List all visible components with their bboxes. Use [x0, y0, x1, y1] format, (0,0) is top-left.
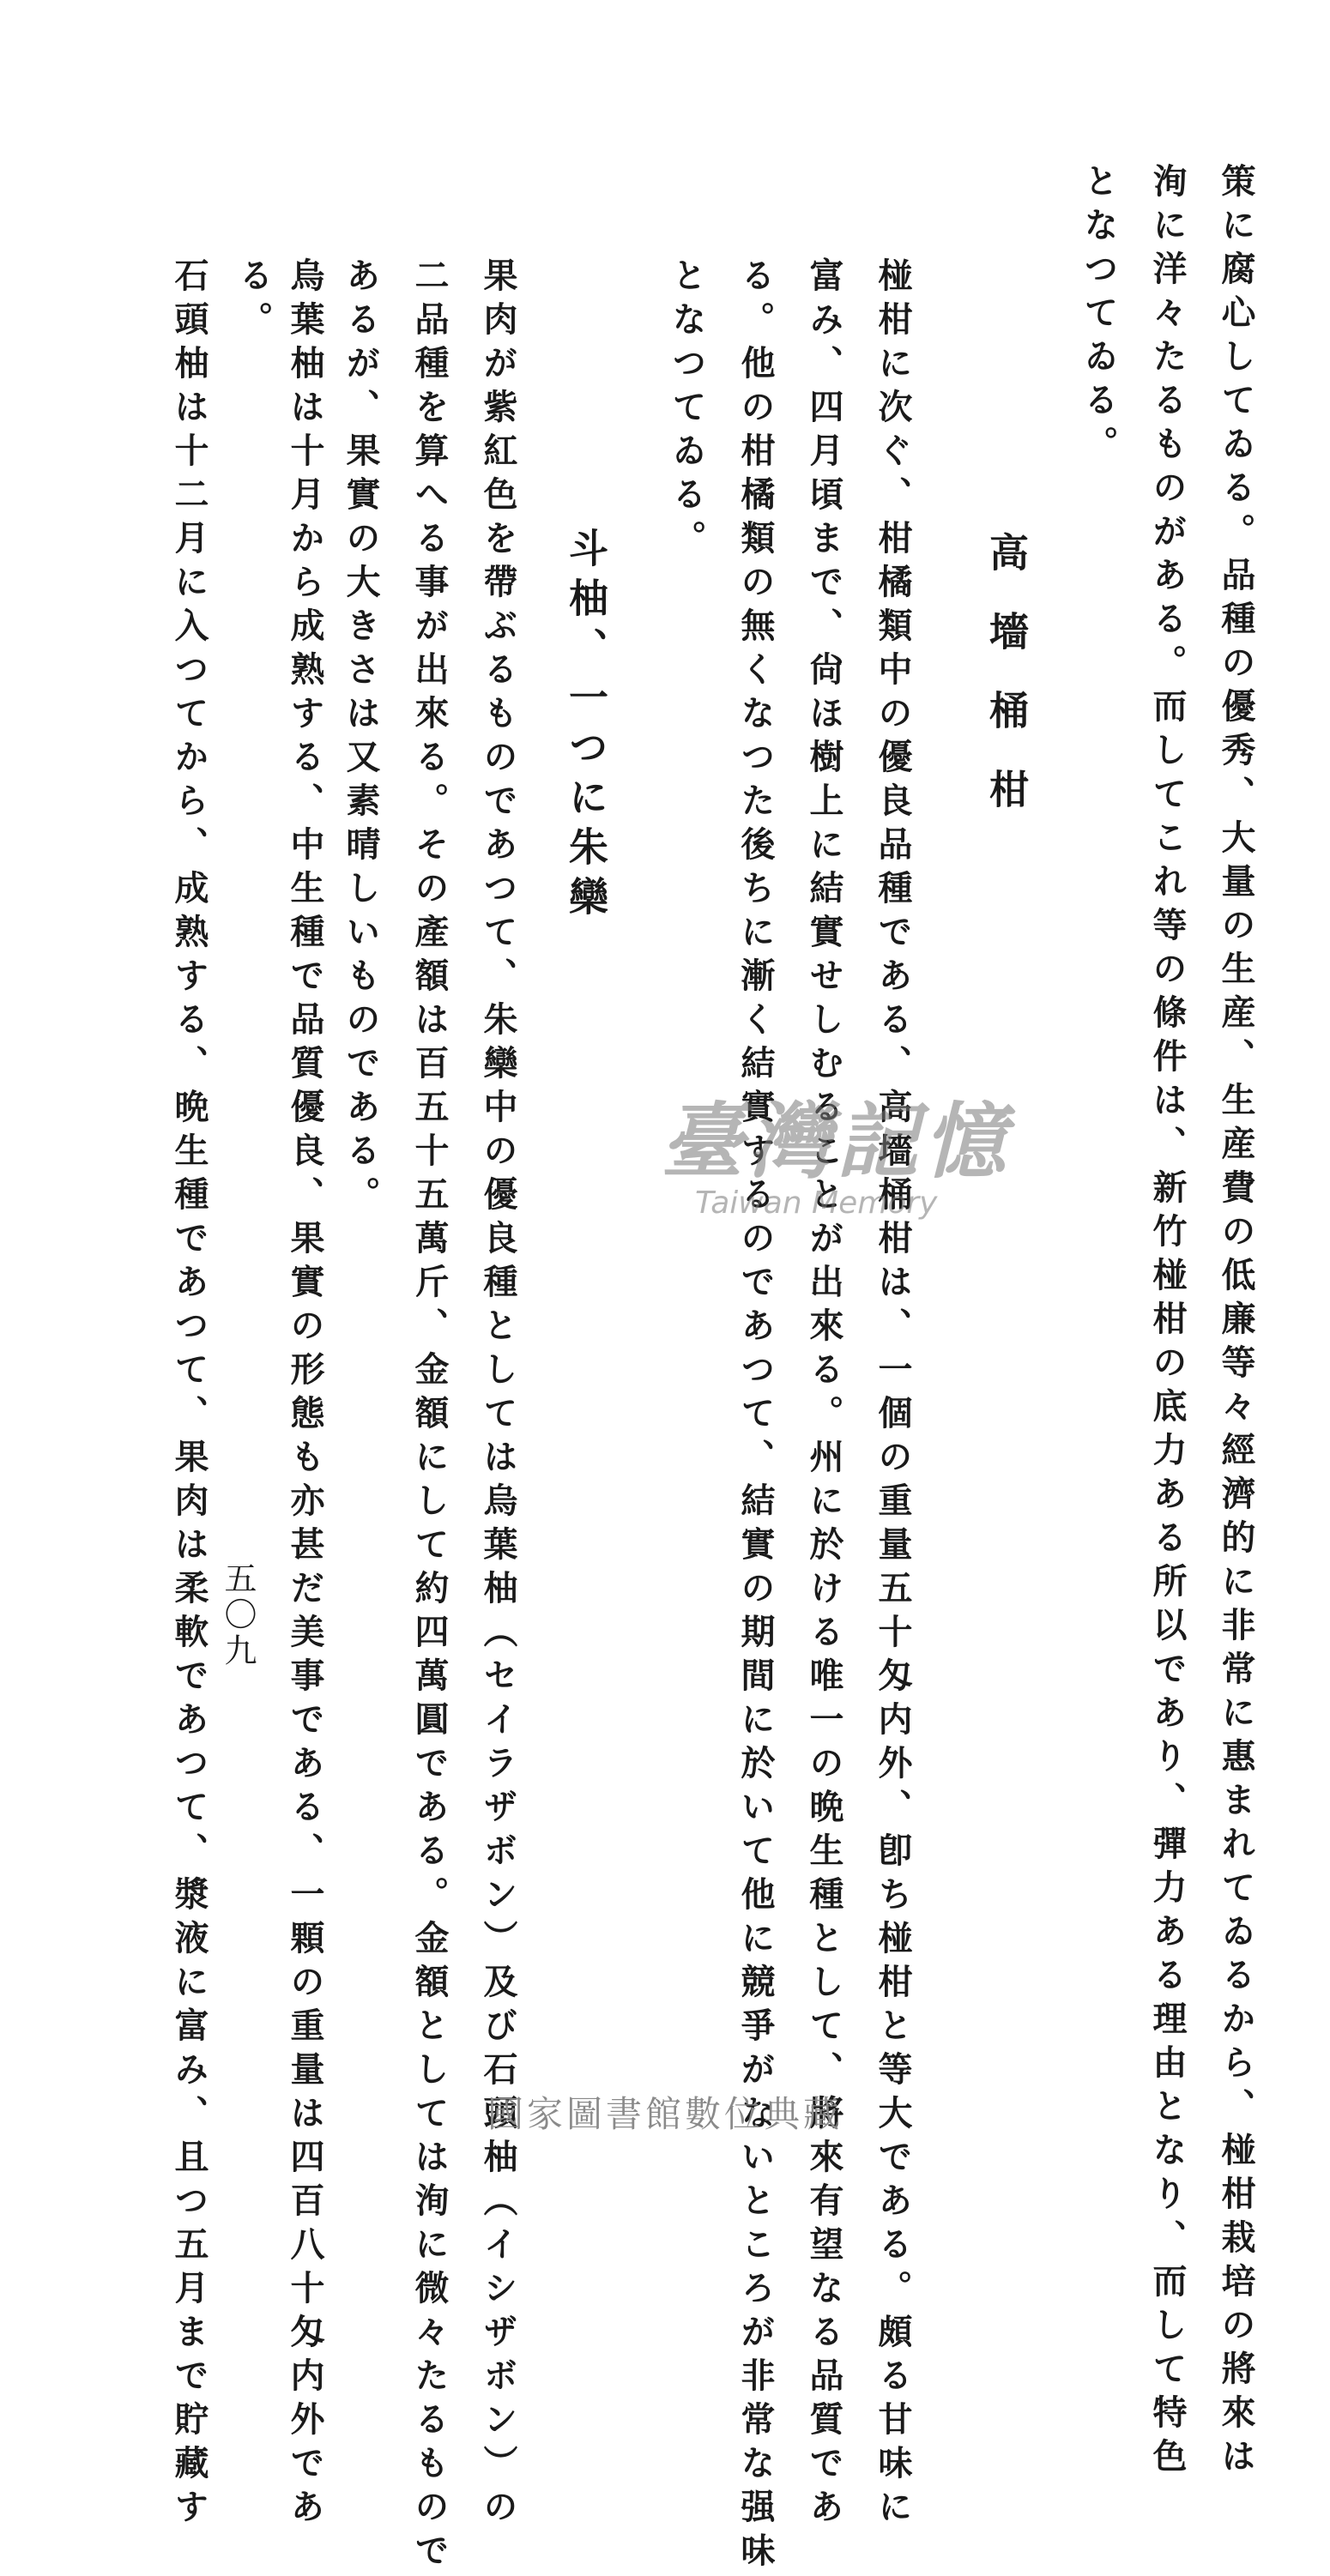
section-heading-pomelo: 斗柚、一つに朱欒	[563, 528, 609, 926]
body-line: 椪柑に次ぐ、柑橘類中の優良品種である、高墻桶柑は、一個の重量五十匁内外、卽ち椪柑と等大である。頗る甘味に	[873, 257, 913, 2532]
body-line: 烏葉柚は十月から成熟する、中生種で品質優良、果實の形態も亦甚だ美事である、一顆の重量は四百八十匁内外であ	[285, 257, 325, 2532]
body-line: 洵に洋々たるものがある。而してこれ等の條件は、新竹椪柑の底力ある所以であり、彈力ある理由となり、而して特色	[1147, 163, 1188, 2482]
body-line: となつてゐる。	[667, 257, 707, 564]
section-heading-gaoqiang-tangerine: 高墻桶柑	[983, 532, 1030, 848]
body-line: 富み、四月頃まで、尙ほ樹上に結實せしむることが出來る。州に於ける唯一の晩生種として、將來有望なる品質であ	[804, 257, 844, 2532]
footer-library-credit: 國家圖書館數位典藏	[487, 2093, 843, 2135]
body-line: あるが、果實の大きさは又素晴しいものである。	[341, 257, 381, 1220]
body-line: る。	[233, 257, 274, 345]
body-line: 策に腐心してゐる。品種の優秀、大量の生産、生産費の低廉等々經濟的に非常に惠まれてゐるから、椪柑栽培の將來は	[1216, 163, 1256, 2482]
watermark-chinese-text: 臺灣記憶	[661, 1094, 1011, 1190]
body-line: 果肉が紫紅色を帶ぶるものであつて、朱欒中の優良種としては烏葉柚（セイラザボン）及び石頭柚（イシザボン）の	[478, 257, 518, 2532]
body-line: 石頭柚は十二月に入つてから、成熟する、晩生種であつて、果肉は柔軟であつて、漿液に富み、且つ五月まで貯藏す	[169, 257, 209, 2532]
watermark-english-text: Taiwan Memory	[695, 1185, 938, 1221]
body-line: る。他の柑橘類の無くなつた後ちに漸く結實するのであつて、結實の期間に於いて他に競爭がないところが非常な强味	[735, 257, 776, 2576]
page-number: 五〇九	[219, 1561, 257, 1669]
body-line: 二品種を算へる事が出來る。その產額は百五十五萬斤、金額にして約四萬圓である。金額としては洵に微々たるもので	[409, 257, 450, 2576]
taiwan-memory-watermark	[661, 1077, 1011, 1221]
body-line: となつてゐる。	[1079, 163, 1119, 469]
